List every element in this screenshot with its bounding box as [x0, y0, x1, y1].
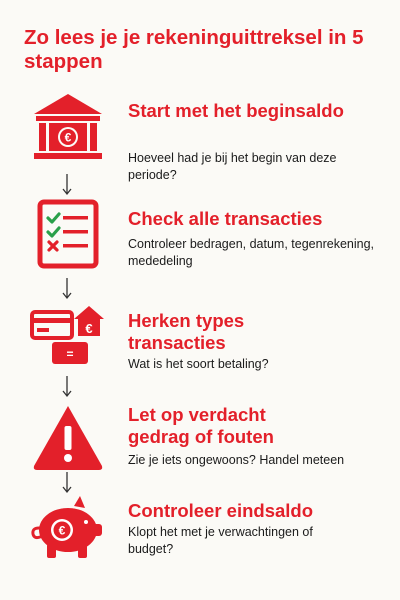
piggy-bank-euro-icon: [30, 494, 106, 570]
step-title: Controleer eindsaldo: [128, 500, 314, 521]
arrow-down-icon: [61, 472, 73, 494]
step-title: Herken types transacties: [128, 310, 245, 353]
svg-text:€: €: [64, 130, 72, 145]
payment-types-icon: [30, 302, 106, 378]
svg-text:€: €: [58, 523, 66, 538]
step-title: Check alle transacties: [128, 208, 323, 229]
step-description: Hoeveel had je bij het begin van deze periode?: [128, 151, 337, 182]
svg-text:€: €: [85, 321, 93, 336]
svg-text:=: =: [66, 347, 74, 361]
page-title: Zo lees je je rekeninguittreksel in 5 stappen: [24, 26, 364, 73]
step-description: Wat is het soort betaling?: [128, 357, 269, 371]
step-title: Let op verdacht gedrag of fouten: [128, 404, 274, 447]
checklist-icon: [30, 196, 106, 272]
arrow-down-icon: [61, 376, 73, 398]
bank-euro-icon: [30, 92, 106, 168]
arrow-down-icon: [61, 278, 73, 300]
arrow-down-icon: [61, 174, 73, 196]
step-description: Zie je iets ongewoons? Handel meteen: [128, 453, 345, 467]
step-description: Klopt het met je verwachtingen of budget?: [128, 525, 313, 556]
step-description: Controleer bedragen, datum, tegenrekening, mededeling: [128, 237, 374, 268]
warning-icon: [30, 400, 106, 476]
step-title: Start met het beginsaldo: [128, 100, 344, 121]
